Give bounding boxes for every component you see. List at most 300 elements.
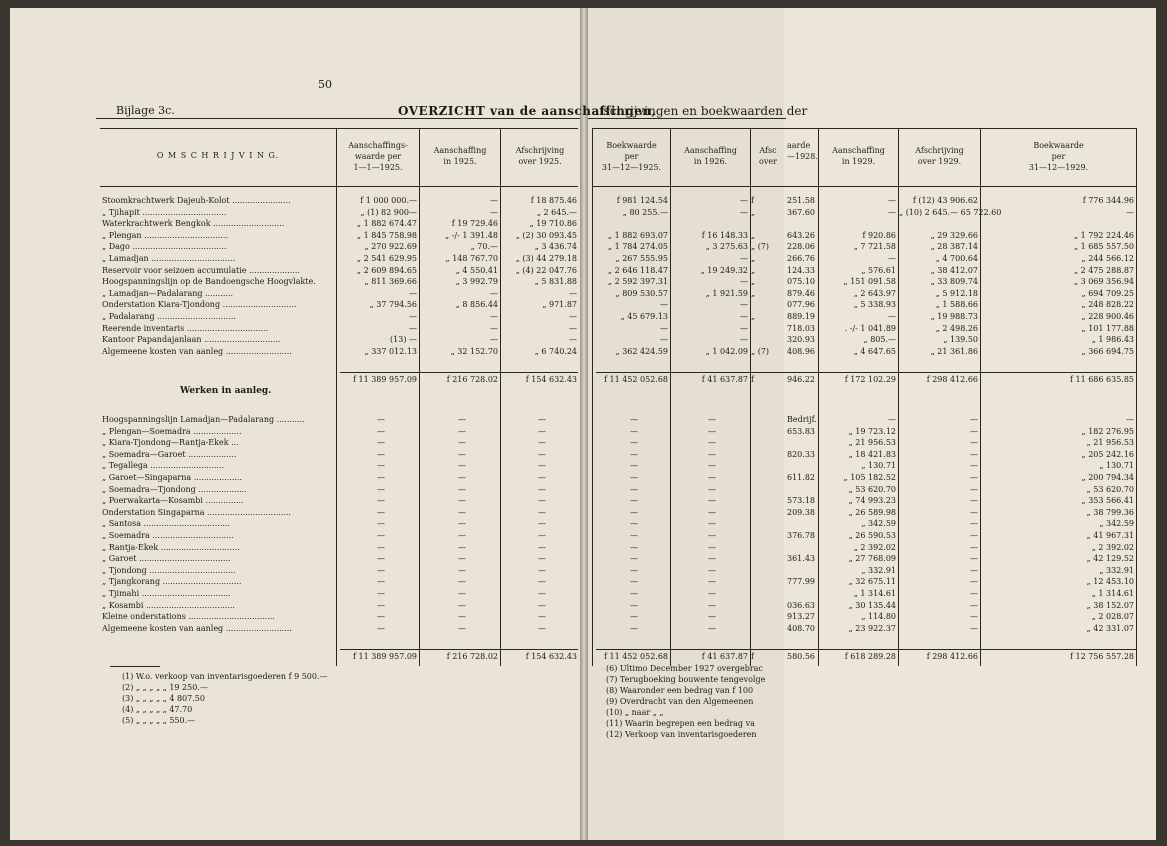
dash-mark: — <box>630 589 638 598</box>
cell-e: — <box>740 312 748 321</box>
dash-mark: — <box>538 519 546 529</box>
cell-i: — <box>970 542 978 552</box>
header-bottom-rule <box>786 186 1136 187</box>
dash-mark: — <box>458 623 466 633</box>
dash-mark: — <box>538 507 546 517</box>
dash-mark: — <box>458 577 466 587</box>
row-label: Onderstation Singaparna ................................. <box>102 507 291 517</box>
row-label: „ Santosa .................................. <box>102 519 230 529</box>
cell-b: — <box>490 288 498 298</box>
cell-i: „ 21 361.86 <box>930 346 978 356</box>
dash-mark: — <box>377 449 385 459</box>
dash-mark: — <box>458 531 466 540</box>
cell-b: „ 148 767.70 <box>445 254 498 263</box>
cell-j: „ 12 453.10 <box>1086 577 1134 587</box>
cell-f: „ <box>751 265 756 275</box>
dash-mark: — <box>538 449 546 459</box>
cell-h: „ 1 314.61 <box>853 589 896 598</box>
cell-j: „ 248 828.22 <box>1081 300 1134 310</box>
cell-a: „ 2 609 894.65 <box>356 265 417 275</box>
cell-c: — <box>569 335 577 345</box>
cell-g: 820.33 <box>787 449 815 459</box>
cell-i: „ 28 387.14 <box>930 242 978 252</box>
cell-g: 209.38 <box>787 507 815 517</box>
table-top-rule <box>100 128 578 129</box>
cell-d: „ 2 592 397.31 <box>607 277 668 287</box>
cell-c: „ 3 436.74 <box>534 242 577 252</box>
cell-d: — <box>660 300 668 310</box>
cell-h: „ 32 675.11 <box>848 577 896 587</box>
row-label: „ Tjangkorang ............................... <box>102 577 242 587</box>
row-label: Kantoor Papandajanlaan .............................. <box>102 335 281 345</box>
cell-e: — <box>740 335 748 345</box>
dash-mark: — <box>458 542 466 552</box>
dash-mark: — <box>377 484 385 494</box>
cell-i: — <box>970 577 978 587</box>
dash-mark: — <box>630 426 638 436</box>
dash-mark: — <box>377 507 385 517</box>
cell-i: — <box>970 600 978 610</box>
cell-g: 228.06 <box>787 242 815 252</box>
dash-mark: — <box>630 577 638 587</box>
dash-mark: — <box>538 473 546 482</box>
cell-j: „ 200 794.34 <box>1081 473 1134 482</box>
cell-i: „ 33 809.74 <box>930 277 978 287</box>
cell-f: „ <box>751 254 756 263</box>
cell-h: f 920.86 <box>862 230 896 240</box>
cell-b: „ 3 992.79 <box>455 277 498 287</box>
cell-h: „ 576.61 <box>861 265 896 275</box>
total-rule <box>786 649 1136 650</box>
cell-e: — <box>740 254 748 263</box>
dash-mark: — <box>377 496 385 506</box>
row-label: „ Lamadjan—Padalarang ........... <box>102 288 234 298</box>
cell-b: — <box>490 323 498 333</box>
cell-g: 361.43 <box>787 554 815 564</box>
footnote: (2) „ „ „ „ „ 19 250.— <box>122 683 208 692</box>
row-label: „ Plengan—Soemadra ................... <box>102 426 242 436</box>
cell-i: — <box>970 554 978 564</box>
cell-j: f 776 344.96 <box>1082 196 1134 205</box>
dash-mark: — <box>708 542 716 552</box>
cell-g: 251.58 <box>787 196 815 205</box>
cell-a: „ 37 794.56 <box>369 300 417 310</box>
cell-b: „ 8 856.44 <box>455 300 498 310</box>
cell-h: „ 74 993.23 <box>848 496 896 506</box>
cell-g: 036.63 <box>787 600 815 610</box>
dash-mark: — <box>377 577 385 587</box>
header-rule <box>96 118 580 119</box>
dash-mark: — <box>377 565 385 575</box>
cell-j: „ 205 242.16 <box>1081 449 1134 459</box>
dash-mark: — <box>538 531 546 540</box>
cell-j: „ 130.71 <box>1099 461 1134 471</box>
total-rule <box>786 372 1136 373</box>
dash-mark: — <box>458 496 466 506</box>
cell-j: „ 182 276.95 <box>1081 426 1134 436</box>
header-aanschaffing-1926: Aanschaffing in 1926. <box>684 146 737 166</box>
header-boekwaarde-1928: aarde —1928. <box>787 141 818 161</box>
cell-i: — <box>970 589 978 598</box>
cell-i: „ 1 588.66 <box>935 300 978 310</box>
header-bottom-rule <box>100 186 578 187</box>
cell-i: — <box>970 461 978 471</box>
cell-b: f 19 729.46 <box>451 219 498 229</box>
cell-b: — <box>490 196 498 205</box>
row-label: „ Poerwakarta—Kosambi ............... <box>102 496 244 506</box>
cell-a: f 1 000 000.— <box>360 196 417 205</box>
cell-h: „ 332.91 <box>861 565 896 575</box>
dash-mark: — <box>630 531 638 540</box>
cell-i: — <box>970 449 978 459</box>
dash-mark: — <box>630 612 638 622</box>
cell-g: 777.99 <box>787 577 815 587</box>
dash-mark: — <box>458 507 466 517</box>
total-rule <box>340 372 578 373</box>
cell-h: „ 2 643.97 <box>853 288 896 298</box>
footnote: (5) „ „ „ „ „ 550.— <box>122 716 196 725</box>
dash-mark: — <box>538 612 546 622</box>
row-label: Hoogspanningslijn op de Bandoengsche Hoogvlakte. <box>102 277 316 287</box>
page-number: 50 <box>318 78 332 91</box>
cell-c: — <box>569 288 577 298</box>
header-aanschaffing-1929: Aanschaffing in 1929. <box>832 146 885 166</box>
cell-d: „ 80 255.— <box>622 207 668 217</box>
row-label: „ Soemadra—Garoet ................... <box>102 449 237 459</box>
cell-h: „ 5 338.93 <box>853 300 896 310</box>
cell-j: — <box>1126 415 1134 424</box>
cell-g: 879.46 <box>787 288 815 298</box>
cell-j: „ 2 475 288.87 <box>1073 265 1134 275</box>
cell-d: „ 45 679.13 <box>620 312 668 321</box>
cell-h: . -/- 1 041.89 <box>844 323 896 333</box>
cell-a: — <box>409 323 417 333</box>
row-label: „ Garoet .................................... <box>102 554 231 564</box>
cell-a: „ 270 922.69 <box>364 242 417 252</box>
dash-mark: — <box>708 415 716 424</box>
cell-b: — <box>490 207 498 217</box>
cell-a: — <box>409 288 417 298</box>
dash-mark: — <box>458 600 466 610</box>
cell-b: „ -/- 1 391.48 <box>445 230 498 240</box>
dash-mark: — <box>458 426 466 436</box>
dash-mark: — <box>538 415 546 424</box>
header-rule <box>588 118 786 119</box>
cell-i: „ 38 412.07 <box>930 265 978 275</box>
dash-mark: — <box>630 600 638 610</box>
dash-mark: — <box>377 461 385 471</box>
cell-e: f 16 148.33 <box>701 230 748 240</box>
footnote: (12) Verkoop van inventarisgoederen <box>606 730 757 739</box>
cell-c: „ 6 740.24 <box>534 346 577 356</box>
dash-mark: — <box>708 589 716 598</box>
title-left: OVERZICHT van de aanschaffingen, <box>398 104 657 118</box>
cell-j: „ 244 566.12 <box>1081 254 1134 263</box>
cell-i: — <box>970 519 978 529</box>
header-afschrijving-1926: Afsc over <box>759 146 777 166</box>
cell-d: „ 1 784 274.05 <box>607 242 668 252</box>
cell-e: „ 3 275.63 <box>705 242 748 252</box>
cell-c: „ (3) 44 279.18 <box>515 254 577 263</box>
dash-mark: — <box>708 565 716 575</box>
cell-f: „ <box>751 288 756 298</box>
dash-mark: — <box>708 426 716 436</box>
cell-j: „ 228 900.46 <box>1081 312 1134 321</box>
dash-mark: — <box>708 473 716 482</box>
dash-mark: — <box>377 542 385 552</box>
cell-j: „ 694 709.25 <box>1081 288 1134 298</box>
row-label: „ Tjihapit ................................. <box>102 207 227 217</box>
table-top-rule <box>786 128 1136 129</box>
cell-j: „ 42 331.07 <box>1086 623 1134 633</box>
cell-j: „ 332.91 <box>1099 565 1134 575</box>
dash-mark: — <box>538 554 546 564</box>
cell-a: — <box>409 312 417 321</box>
cell-h: „ 805.— <box>863 335 896 345</box>
cell-g: 266.76 <box>787 254 815 263</box>
footnote: (6) Ultimo December 1927 overgebrac <box>606 664 763 673</box>
cell-j: „ 2 028.07 <box>1091 612 1134 622</box>
dash-mark: — <box>458 449 466 459</box>
cell-g: 408.70 <box>787 623 815 633</box>
dash-mark: — <box>708 612 716 622</box>
dash-mark: — <box>630 461 638 471</box>
dash-mark: — <box>708 461 716 471</box>
dash-mark: — <box>538 600 546 610</box>
header-boekwaarde-1925: Boekwaarde per 31—12—1925. <box>601 141 662 172</box>
cell-i: — <box>970 426 978 436</box>
cell-h: — <box>888 312 896 321</box>
cell-f: f <box>751 196 754 205</box>
dash-mark: — <box>458 484 466 494</box>
footnote: (7) Terugboeking bouwente tengevolge <box>606 675 766 684</box>
cell-a: (13) — <box>390 335 417 345</box>
dash-mark: — <box>708 507 716 517</box>
dash-mark: — <box>630 449 638 459</box>
dash-mark: — <box>377 612 385 622</box>
cell-f: „ <box>751 312 756 321</box>
cell-c: — <box>569 312 577 321</box>
cell-e: — <box>740 323 748 333</box>
cell-h: „ 130.71 <box>861 461 896 471</box>
total-rule <box>340 649 578 650</box>
dash-mark: — <box>538 577 546 587</box>
dash-mark: — <box>630 519 638 529</box>
cell-g: 077.96 <box>787 300 815 310</box>
cell-i: f (12) 43 906.62 <box>912 196 978 205</box>
cell-d: „ 1 882 693.07 <box>607 230 668 240</box>
cell-b: — <box>490 335 498 345</box>
dash-mark: — <box>630 565 638 575</box>
cell-h: — <box>888 196 896 205</box>
cell-i: „ 5 912.18 <box>935 288 978 298</box>
cell-i: — <box>970 507 978 517</box>
cell-g: 643.26 <box>787 230 815 240</box>
cell-d: — <box>660 335 668 345</box>
cell-a: „ (1) 82 900— <box>360 207 417 217</box>
dash-mark: — <box>458 519 466 529</box>
cell-d: f 981 124.54 <box>616 196 668 205</box>
cell-a: „ 1 845 758.98 <box>356 230 417 240</box>
row-label: „ Soemadra—Tjondong ................... <box>102 484 247 494</box>
dash-mark: — <box>708 623 716 633</box>
cell-j: „ 41 967.31 <box>1086 531 1134 540</box>
cell-j: „ 3 069 356.94 <box>1073 277 1134 287</box>
cell-g: 889.19 <box>787 312 815 321</box>
dash-mark: — <box>538 542 546 552</box>
total-rule <box>596 649 786 650</box>
dash-mark: — <box>458 461 466 471</box>
cell-f: „ (7) <box>751 242 770 252</box>
cell-i: „ 139.50 <box>943 335 978 345</box>
dash-mark: — <box>458 554 466 564</box>
dash-mark: — <box>377 554 385 564</box>
header-boekwaarde-1929: Boekwaarde per 31—12—1929. <box>1028 141 1089 172</box>
cell-i: — <box>970 623 978 633</box>
row-label: Waterkrachtwerk Bengkok ............................ <box>102 219 285 229</box>
cell-c: „ 19 710.86 <box>529 219 577 229</box>
cell-i: „ 29 329.66 <box>930 230 978 240</box>
dash-mark: — <box>708 531 716 540</box>
cell-e: — <box>740 277 748 287</box>
cell-i: — <box>970 438 978 448</box>
row-label: „ Plengan ................................. <box>102 230 229 240</box>
cell-i: „ 19 988.73 <box>930 312 978 321</box>
cell-b: „ 4 550.41 <box>455 265 498 275</box>
cell-g: 573.18 <box>787 496 815 506</box>
cell-a: „ 1 882 674.47 <box>356 219 417 229</box>
row-label: „ Padalarang ............................... <box>102 312 236 321</box>
dash-mark: — <box>458 438 466 448</box>
column-rule <box>1136 128 1137 666</box>
cell-d: „ 809 530.57 <box>615 288 668 298</box>
cell-f: „ <box>751 277 756 287</box>
cell-j: „ 53 620.70 <box>1086 484 1134 494</box>
cell-h: „ 26 590.53 <box>848 531 896 540</box>
bijlage-label: Bijlage 3c. <box>116 104 175 117</box>
cell-g: 075.10 <box>787 277 815 287</box>
cell-g: 320.93 <box>787 335 815 345</box>
row-label: „ Tjondong .................................. <box>102 565 236 575</box>
dash-mark: — <box>708 449 716 459</box>
dash-mark: — <box>377 426 385 436</box>
footnote: (11) Waarin begrepen een bedrag va <box>606 719 755 728</box>
dash-mark: — <box>377 519 385 529</box>
row-label: Algemeene kosten van aanleg .......................... <box>102 346 292 356</box>
header-bottom-rule <box>592 186 786 187</box>
cell-j: „ 38 799.36 <box>1086 507 1134 517</box>
row-label: „ Tjimahi ................................... <box>102 589 231 598</box>
row-label: „ Lamadjan ................................. <box>102 254 236 263</box>
row-label: „ Kosambi ................................... <box>102 600 235 610</box>
cell-j: „ 42 129.52 <box>1086 554 1134 564</box>
row-label: „ Kiara-Tjondong—Rantja-Ekek ... <box>102 438 239 448</box>
cell-h: — <box>888 254 896 263</box>
cell-c: „ (4) 22 047.76 <box>515 265 577 275</box>
dash-mark: — <box>538 589 546 598</box>
cell-g: 913.27 <box>787 612 815 622</box>
cell-a: „ 337 012.13 <box>364 346 417 356</box>
cell-h: „ 21 956.53 <box>848 438 896 448</box>
cell-g: Bedrijf. <box>787 415 817 424</box>
cell-h: „ 23 922.37 <box>848 623 896 633</box>
total-rule <box>596 372 786 373</box>
title-right: afschrijvingen en boekwaarden der <box>592 104 808 118</box>
book-gutter <box>580 8 588 840</box>
cell-h: „ 27 768.09 <box>848 554 896 564</box>
cell-e: — <box>740 207 748 217</box>
dash-mark: — <box>630 542 638 552</box>
cell-h: „ 18 421.83 <box>848 449 896 459</box>
dash-mark: — <box>708 484 716 494</box>
cell-g: 408.96 <box>787 346 815 356</box>
dash-mark: — <box>708 438 716 448</box>
cell-g: 376.78 <box>787 531 815 540</box>
cell-j: „ 1 792 224.46 <box>1073 230 1134 240</box>
cell-j: „ 1 314.61 <box>1091 589 1134 598</box>
footnote: (4) „ „ „ „ „ 47.70 <box>122 705 193 714</box>
cell-b: — <box>490 312 498 321</box>
dash-mark: — <box>458 473 466 482</box>
cell-c: „ 971.87 <box>542 300 577 310</box>
row-label: Stoomkrachtwerk Dajeuh-Kolot ....................... <box>102 196 291 205</box>
dash-mark: — <box>538 426 546 436</box>
dash-mark: — <box>708 600 716 610</box>
row-label: „ Tegallega ............................. <box>102 461 225 471</box>
cell-i: „ (10) 2 645.— 65 722.60 <box>899 207 1002 217</box>
footnote-rule <box>110 666 160 667</box>
cell-f: „ <box>751 230 756 240</box>
cell-e: „ 1 042.09 <box>705 346 748 356</box>
cell-h: — <box>888 207 896 217</box>
cell-i: — <box>970 531 978 540</box>
footnote: (10) „ naar „ „ <box>606 708 664 717</box>
dash-mark: — <box>630 496 638 506</box>
cell-c: „ 5 831.88 <box>534 277 577 287</box>
footnote: (8) Waaronder een bedrag van f 100 <box>606 686 754 695</box>
cell-e: — <box>740 300 748 310</box>
cell-i: — <box>970 484 978 494</box>
cell-j: „ 353 566.41 <box>1081 496 1134 506</box>
footnote: (1) W.o. verkoop van inventarisgoederen f 9 500.— <box>122 672 328 681</box>
dash-mark: — <box>538 461 546 471</box>
cell-j: „ 1 986.43 <box>1091 335 1134 345</box>
row-label: Hoogspanningslijn Lamadjan—Padalarang ........... <box>102 415 305 424</box>
header-aanschaffingswaarde: Aanschaffings- waarde per 1—1—1925. <box>348 141 408 172</box>
cell-g: 124.33 <box>787 265 815 275</box>
cell-j: „ 38 152.07 <box>1086 600 1134 610</box>
row-label: Reservoir voor seizoen accumulatie .................... <box>102 265 300 275</box>
dash-mark: — <box>708 496 716 506</box>
cell-f: „ <box>751 207 756 217</box>
cell-g: 611.82 <box>787 473 815 482</box>
row-label: „ Soemadra ................................ <box>102 531 234 540</box>
cell-j: „ 101 177.88 <box>1081 323 1134 333</box>
cell-i: „ 2 498.26 <box>935 323 978 333</box>
cell-c: — <box>569 323 577 333</box>
cell-h: „ 105 182.52 <box>843 473 896 482</box>
cell-i: — <box>970 415 978 424</box>
cell-a: „ 811 369.66 <box>364 277 417 287</box>
cell-h: „ 114.80 <box>861 612 896 622</box>
cell-j: „ 366 694.75 <box>1081 346 1134 356</box>
cell-j: „ 1 685 557.50 <box>1073 242 1134 252</box>
dash-mark: — <box>377 415 385 424</box>
header-afschrijving-1925: Afschrijving over 1925. <box>515 146 565 166</box>
dash-mark: — <box>377 600 385 610</box>
cell-i: „ 4 700.64 <box>935 254 978 263</box>
cell-i: — <box>970 612 978 622</box>
